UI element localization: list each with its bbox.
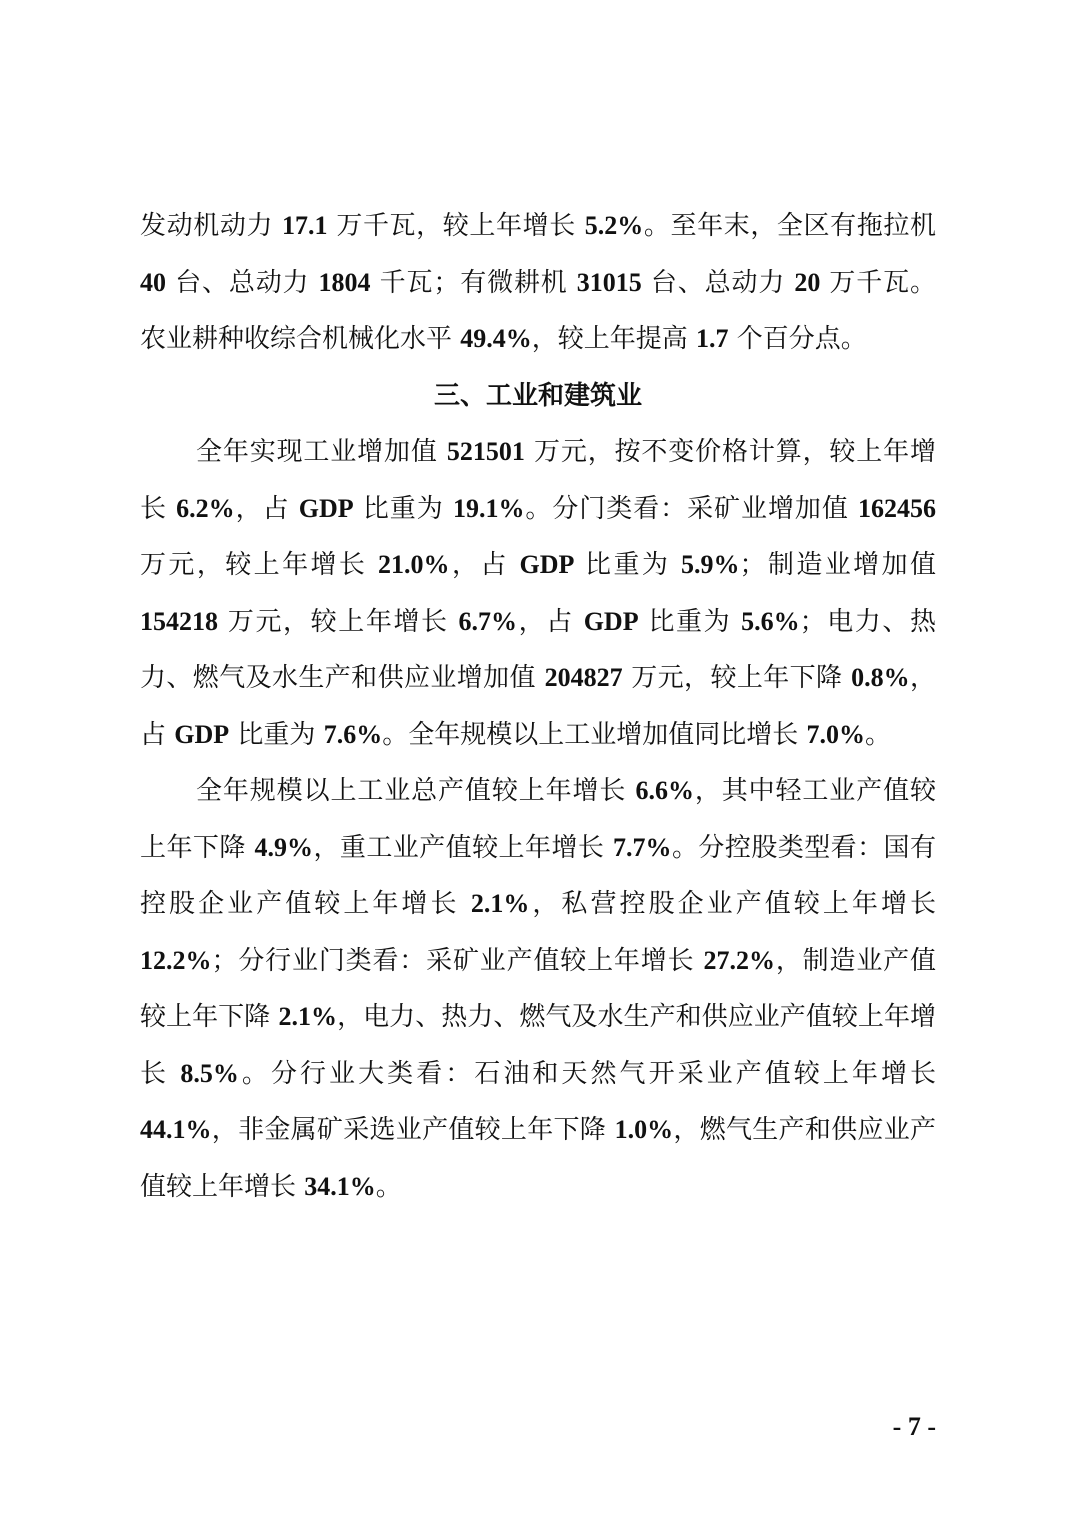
text-run: 发动机动力	[140, 211, 282, 241]
figure-value: 6.2%	[176, 493, 235, 523]
text-run: ，私营控股企业产值较上年增长	[529, 889, 936, 919]
figure-value: 31015	[576, 267, 642, 297]
text-run: 比重为	[574, 550, 681, 580]
text-run: ，占	[140, 663, 937, 750]
figure-value: 1804	[318, 267, 371, 297]
text-run: 比重为	[638, 606, 742, 637]
text-run: 全年实现工业增加值	[196, 437, 447, 467]
paragraph-industrial-value-added	[140, 424, 936, 763]
text-run: ，重工业产值较上年增长	[313, 832, 614, 863]
text-run: ；分行业门类看：采矿业产值较上年增长	[211, 945, 704, 976]
text-run: 。分门类看：采矿业增加值	[524, 493, 859, 524]
text-run: ，占	[517, 606, 584, 637]
figure-value: 8.5%	[180, 1058, 239, 1088]
text-run: 。	[375, 1171, 402, 1202]
text-run: 万元，较上年下降	[622, 663, 852, 693]
text-run: 台、总动力	[166, 267, 319, 298]
text-run: ，非金属矿采选业产值较上年下降	[211, 1115, 615, 1145]
text-run: 台、总动力	[641, 267, 795, 298]
figure-value: 5.6%	[741, 606, 800, 636]
text-run: 万千瓦，较上年增长	[327, 211, 585, 241]
figure-value: 19.1%	[452, 493, 525, 523]
figure-value: 17.1	[281, 211, 328, 240]
figure-value: 2.1%	[470, 889, 530, 918]
text-run: 。分行业大类看：石油和天然气开采业产值较上年增长	[238, 1058, 936, 1089]
text-run: ，占	[449, 550, 520, 580]
text-run: 。至年末，全区有拖拉机	[643, 211, 937, 241]
figure-value: 1.0%	[614, 1115, 674, 1144]
text-run: 比重为	[229, 719, 324, 750]
figure-value: 49.4%	[460, 324, 532, 353]
figure-value: 6.6%	[635, 776, 694, 805]
figure-value: 34.1%	[304, 1171, 376, 1201]
paragraph-agri-machinery	[140, 198, 936, 368]
figure-value: 4.9%	[254, 832, 313, 862]
figure-value: 7.0%	[806, 719, 865, 749]
text-run: 。分控股类型看：国有控股企业产值较上年增长	[140, 832, 936, 919]
page-number: - 7 -	[892, 1412, 936, 1441]
text-run: 。	[864, 719, 891, 750]
figure-value: 6.7%	[458, 606, 518, 636]
text-run: ，燃气生产和供应业产值较上年增长	[140, 1115, 936, 1202]
text-run: 千瓦；有微耕机	[370, 267, 577, 298]
figure-value: GDP	[519, 550, 575, 579]
text-run: ，制造业产值较上年下降	[140, 945, 936, 1032]
text-run: 万元，较上年增长	[218, 606, 459, 637]
figure-value: 27.2%	[703, 945, 776, 975]
figure-value: 5.9%	[680, 550, 740, 579]
text-run: ，占	[234, 493, 299, 524]
text-run: 万元，较上年增长	[140, 550, 379, 580]
paragraph-industrial-output	[140, 763, 936, 1215]
figure-value: 20	[794, 267, 821, 297]
text-run: 比重为	[353, 493, 453, 524]
text-run: ，电力、热力、燃气及水生产和供应业产值较上年增长	[140, 1002, 936, 1089]
figure-value: 204827	[544, 663, 623, 692]
figure-value: 5.2%	[584, 211, 644, 240]
text-run: 。全年规模以上工业增加值同比增长	[382, 719, 807, 750]
figure-value: 40	[140, 267, 166, 297]
figure-value: 44.1%	[140, 1115, 212, 1144]
figure-value: 12.2%	[140, 945, 212, 975]
figure-value: 521501	[446, 437, 525, 466]
body-text	[140, 198, 936, 1215]
figure-value: 7.7%	[613, 832, 672, 862]
text-run: ；电力、热力、燃气及水生产和供应业增加值	[140, 606, 937, 693]
text-run: 个百分点。	[728, 324, 867, 354]
figure-value: 162456	[858, 493, 937, 523]
figure-value: 1.7	[696, 324, 729, 353]
figure-value: 0.8%	[851, 663, 910, 692]
section-heading-industry: 三、工业和建筑业	[433, 380, 642, 411]
figure-value: 7.6%	[323, 719, 383, 749]
figure-value: 154218	[140, 606, 218, 636]
figure-value: GDP	[174, 719, 230, 749]
text-run: ；制造业增加值	[739, 550, 936, 580]
text-run: 全年规模以上工业总产值较上年增长	[196, 776, 636, 806]
figure-value: 21.0%	[378, 550, 450, 579]
figure-value: GDP	[583, 606, 639, 636]
figure-value: GDP	[298, 493, 354, 523]
text-run: 万元，按不变价格计算，较上年增长	[140, 437, 937, 524]
text-run: 万千瓦。农业耕种收综合机械化水平	[140, 267, 937, 354]
text-run: ，较上年提高	[531, 324, 697, 354]
figure-value: 2.1%	[278, 1002, 338, 1031]
text-run: ，其中轻工业产值较上年下降	[140, 776, 936, 863]
